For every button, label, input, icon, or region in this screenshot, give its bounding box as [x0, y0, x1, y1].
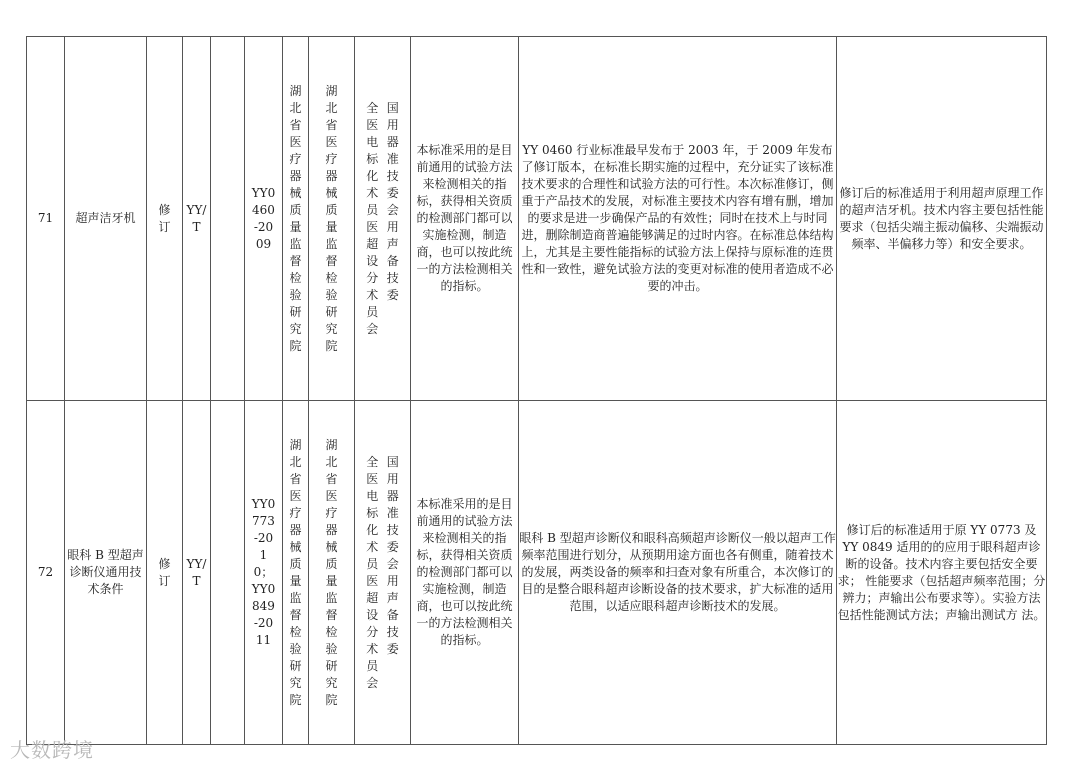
- replaced-standard: YY0460-2009: [245, 37, 283, 401]
- committee: [355, 401, 411, 745]
- drafting-org: 湖北省医疗器械质量监督检验研究院: [309, 401, 355, 745]
- drafting-org: 湖北省医疗器械质量监督检验研究院: [309, 37, 355, 401]
- product-name: 超声洁牙机: [65, 37, 147, 401]
- committee-col-2: 国用器准技委会用声备技委: [386, 100, 399, 302]
- committee: [355, 37, 411, 401]
- committee-col-2: 国用器准技委会用声备技委: [386, 454, 399, 656]
- scope-and-content: 修订后的标准适用于利用超声原理工作的超声洁牙机。技术内容主要包括性能要求（包括尖端主振动偏移、尖端振动频率、半偏移力等）和安全要求。: [837, 37, 1047, 401]
- revision-type: 修订: [147, 401, 183, 745]
- standards-table: [26, 36, 1047, 745]
- table-row: [27, 37, 1047, 401]
- table-row: [27, 401, 1047, 745]
- watermark-logo: 大数跨境: [10, 738, 94, 762]
- revision-type: 修订: [147, 37, 183, 401]
- product-name: 眼科 B 型超声诊断仪通用技术条件: [65, 401, 147, 745]
- applicant-org: 湖北省医疗器械质量监督检验研究院: [283, 401, 309, 745]
- committee-col-1: 全医电标化术员医超设分术员会: [366, 100, 379, 336]
- revision-reason: YY 0460 行业标准最早发布于 2003 年，于 2009 年发布了修订版本，在标准长期实施的过程中，充分证实了该标准技术要求的合理性和试验方法的可行性。本次标准修订，侧重于产品技术的发展，对标准主要技术内容有增有删，增加的要求是进一步确保产品的有效性；同时在技术上与时同进，删除制造商普遍能够满足的过时内容。在标准总体结构上，尤其是主要性能指标的试验方法上保持与原标准的连贯性和一致性，避免试验方法的变更对标准的使用者造成不必要的冲击。: [519, 37, 837, 401]
- applicant-org: 湖北省医疗器械质量监督检验研究院: [283, 37, 309, 401]
- row-number: 72: [27, 401, 65, 745]
- empty-cell: [211, 401, 245, 745]
- committee-col-1: 全医电标化术员医超设分术员会: [366, 454, 379, 690]
- standard-category: YY/T: [183, 37, 211, 401]
- test-method-basis: 本标准采用的是目前通用的试验方法来检测相关的指标，获得相关资质的检测部门都可以实施检测，制造商，也可以按此统一的方法检测相关的指标。: [411, 401, 519, 745]
- standard-category: YY/T: [183, 401, 211, 745]
- test-method-basis: 本标准采用的是目前通用的试验方法来检测相关的指标，获得相关资质的检测部门都可以实施检测，制造商，也可以按此统一的方法检测相关的指标。: [411, 37, 519, 401]
- scope-and-content: 修订后的标准适用于原 YY 0773 及 YY 0849 适用的的应用于眼科超声诊断的设备。技术内容主要包括安全要求； 性能要求（包括超声频率范围；分辨力；声输出公布要求等）。实验方法包括性能测试方法；声输出测试方 法。: [837, 401, 1047, 745]
- replaced-standard: YY0773-2010；YY0849-2011: [245, 401, 283, 745]
- revision-reason: 眼科 B 型超声诊断仪和眼科高频超声诊断仪一般以超声工作频率范围进行划分，从预期用途方面也各有侧重，随着技术的发展，两类设备的频率和扫查对象有所重合，本次修订的目的是整合眼科超声诊断设备的技术要求，扩大标准的适用范围，以适应眼科超声诊断技术的发展。: [519, 401, 837, 745]
- empty-cell: [211, 37, 245, 401]
- row-number: 71: [27, 37, 65, 401]
